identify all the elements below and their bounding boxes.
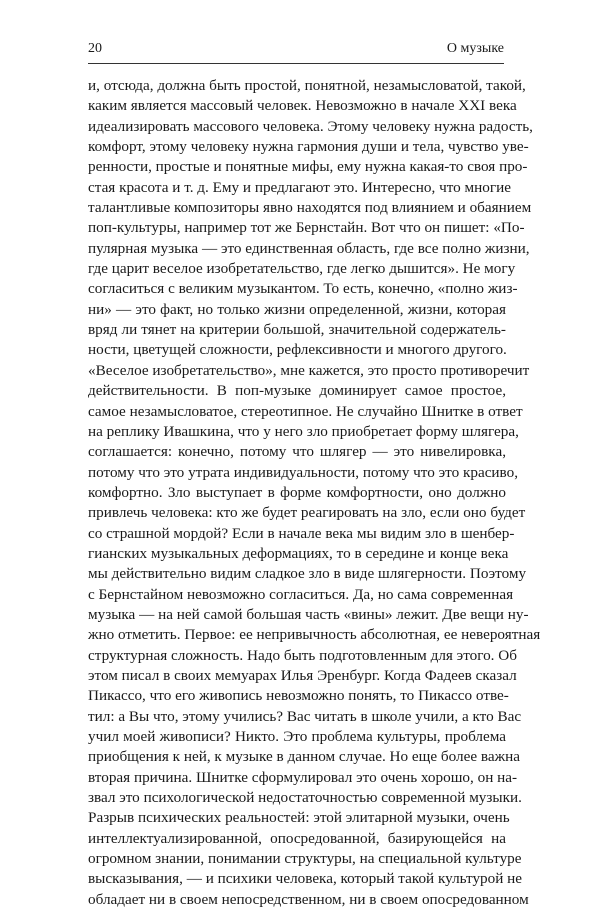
page-header	[88, 38, 504, 60]
text-line: жно отметить. Первое: ее непривычность абсолютная, ее невероятная	[88, 626, 541, 644]
text-line: стая красота и т. д. Ему и предлагают это. Интересно, что многие	[88, 178, 511, 196]
text-line: звал это психологической недостаточностью современной музыки.	[88, 789, 522, 807]
text-line: этом писал в своих мемуарах Илья Эренбург. Когда Фадеев сказал	[88, 666, 517, 684]
header-rule	[88, 63, 504, 64]
text-line: с Бернстайном невозможно согласиться. Да, но сама современная	[88, 585, 514, 603]
text-line: интеллектуализированной, опосредованной, базирующейся на	[88, 829, 506, 847]
text-line: идеализировать массового человека. Этому человеку нужна радость,	[88, 117, 533, 135]
text-line: где царит веселое изобретательство, где легко дышится». Не могу	[88, 260, 516, 278]
text-line: учил моей живописи? Никто. Это проблема культуры, проблема	[88, 728, 506, 745]
text-line: ни» — это факт, но только жизни определенной, жизни, которая	[88, 300, 506, 318]
text-line: ренности, простые и понятные мифы, ему нужна какая-то своя про-	[88, 158, 528, 176]
text-line: потому что это утрата индивидуальности, потому что это красиво,	[88, 463, 519, 481]
text-line: талантливые композиторы явно находятся под влиянием и обаянием	[88, 199, 532, 217]
text-line: Пикассо, что его живопись невозможно понять, то Пикассо отве-	[88, 687, 509, 705]
text-line: «Веселое изобретательство», мне кажется, это просто противоречит	[88, 361, 530, 379]
text-line: самое незамысловатое, стереотипное. Не случайно Шнитке в ответ	[88, 402, 523, 420]
running-head: О музыке	[446, 41, 504, 56]
body-text	[88, 76, 541, 910]
text-line: комфорт, этому человеку нужна гармония души и тела, чувство уве-	[88, 138, 529, 156]
text-line: приобщения к ней, к музыке в данном случае. Но еще более важна	[88, 748, 520, 766]
text-line: поп-культуры, например тот же Бернстайн. Вот что он пишет: «По-	[88, 219, 525, 237]
text-line: согласиться с великим музыкантом. То есть, конечно, «полно жиз-	[88, 280, 518, 298]
text-line: огромном знании, понимании структуры, на специальной культуре	[88, 850, 522, 868]
text-line: комфортно. Зло выступает в форме комфортности, оно должно	[88, 483, 506, 501]
page-number: 20	[88, 41, 102, 56]
text-line: и, отсюда, должна быть простой, понятной, незамысловатой, такой,	[88, 77, 526, 94]
text-line: действительности. В поп-музыке доминирует самое простое,	[88, 382, 506, 400]
text-line: гианских музыкальных деформациях, то в середине и конце века	[88, 544, 509, 562]
text-line: структурная сложность. Надо быть подготовленным для этого. Об	[88, 646, 517, 664]
text-line: вряд ли тянет на критерии большой, значительной содержатель-	[88, 321, 506, 339]
text-line: на реплику Ивашкина, что у него зло приобретает форму шлягера,	[88, 422, 519, 440]
text-line: Разрыв психических реальностей: этой элитарной музыки, очень	[88, 809, 510, 827]
text-line: обладает ни в своем непосредственном, ни в своем опосредованном	[88, 890, 529, 908]
text-line: привлечь человека: кто же будет реагировать на зло, если оно будет	[88, 504, 526, 522]
text-line: тил: а Вы что, этому учились? Вас читать в школе учили, а кто Вас	[88, 707, 522, 725]
text-line: мы действительно видим сладкое зло в виде шлягерности. Поэтому	[88, 565, 527, 583]
text-line: высказывания, — и психики человека, который такой культурой не	[88, 870, 523, 888]
text-line: каким является массовый человек. Невозможно в начале XXI века	[88, 97, 517, 115]
text-line: со страшной мордой? Если в начале века мы видим зло в шенбер-	[88, 524, 515, 542]
text-line: пулярная музыка — это единственная область, где все полно жизни,	[88, 239, 530, 257]
text-line: вторая причина. Шнитке сформулировал это очень хорошо, он на-	[88, 768, 518, 786]
text-line: ности, цветущей сложности, рефлексивности и многого другого.	[88, 341, 507, 359]
text-line: соглашается: конечно, потому что шлягер — это нивелировка,	[88, 443, 506, 461]
text-line: музыка — на ней самой большая часть «вины» лежит. Две вещи ну-	[88, 605, 529, 623]
